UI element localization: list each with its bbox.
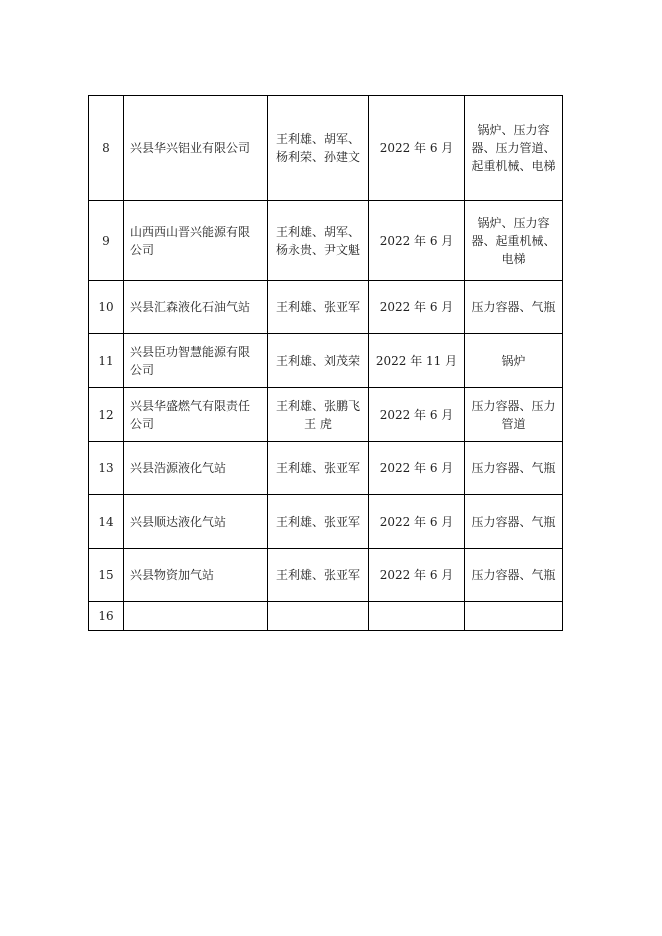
equipment-types: 锅炉、压力容器、压力管道、起重机械、电梯 bbox=[465, 96, 563, 201]
company-name: 山西西山晋兴能源有限公司 bbox=[124, 201, 268, 281]
inspection-date: 2022 年 6 月 bbox=[369, 281, 465, 334]
equipment-types: 压力容器、气瓶 bbox=[465, 281, 563, 334]
table-row bbox=[89, 334, 563, 388]
company-name: 兴县顺达液化气站 bbox=[124, 495, 268, 549]
inspection-date: 2022 年 6 月 bbox=[369, 96, 465, 201]
inspection-date: 2022 年 6 月 bbox=[369, 388, 465, 442]
row-number: 15 bbox=[89, 549, 124, 602]
inspection-date: 2022 年 11 月 bbox=[369, 334, 465, 388]
row-number: 16 bbox=[89, 602, 124, 631]
row-number: 8 bbox=[89, 96, 124, 201]
equipment-types bbox=[465, 602, 563, 631]
table-row bbox=[89, 201, 563, 281]
inspectors: 王利雄、胡军、杨利荣、孙建文 bbox=[268, 96, 369, 201]
table-row bbox=[89, 281, 563, 334]
equipment-types: 锅炉 bbox=[465, 334, 563, 388]
inspectors: 王利雄、张亚军 bbox=[268, 549, 369, 602]
company-name: 兴县汇森液化石油气站 bbox=[124, 281, 268, 334]
company-name: 兴县臣功智慧能源有限公司 bbox=[124, 334, 268, 388]
inspection-date: 2022 年 6 月 bbox=[369, 442, 465, 495]
company-name: 兴县浩源液化气站 bbox=[124, 442, 268, 495]
inspectors: 王利雄、张亚军 bbox=[268, 442, 369, 495]
row-number: 14 bbox=[89, 495, 124, 549]
table-row bbox=[89, 495, 563, 549]
inspectors: 王利雄、张鹏飞 王 虎 bbox=[268, 388, 369, 442]
row-number: 13 bbox=[89, 442, 124, 495]
table-row bbox=[89, 549, 563, 602]
inspection-date bbox=[369, 602, 465, 631]
row-number: 12 bbox=[89, 388, 124, 442]
table-row bbox=[89, 602, 563, 631]
inspection-date: 2022 年 6 月 bbox=[369, 495, 465, 549]
row-number: 11 bbox=[89, 334, 124, 388]
table-row bbox=[89, 96, 563, 201]
company-name bbox=[124, 602, 268, 631]
inspectors: 王利雄、刘茂荣 bbox=[268, 334, 369, 388]
inspection-table bbox=[88, 95, 563, 631]
inspectors: 王利雄、胡军、杨永贵、尹文魁 bbox=[268, 201, 369, 281]
inspectors: 王利雄、张亚军 bbox=[268, 495, 369, 549]
company-name: 兴县华兴铝业有限公司 bbox=[124, 96, 268, 201]
row-number: 10 bbox=[89, 281, 124, 334]
company-name: 兴县华盛燃气有限责任公司 bbox=[124, 388, 268, 442]
table-row bbox=[89, 388, 563, 442]
inspection-date: 2022 年 6 月 bbox=[369, 549, 465, 602]
equipment-types: 压力容器、气瓶 bbox=[465, 442, 563, 495]
company-name: 兴县物资加气站 bbox=[124, 549, 268, 602]
row-number: 9 bbox=[89, 201, 124, 281]
inspectors: 王利雄、张亚军 bbox=[268, 281, 369, 334]
equipment-types: 压力容器、压力管道 bbox=[465, 388, 563, 442]
inspectors bbox=[268, 602, 369, 631]
inspection-date: 2022 年 6 月 bbox=[369, 201, 465, 281]
equipment-types: 压力容器、气瓶 bbox=[465, 549, 563, 602]
equipment-types: 锅炉、压力容器、起重机械、电梯 bbox=[465, 201, 563, 281]
table-row bbox=[89, 442, 563, 495]
equipment-types: 压力容器、气瓶 bbox=[465, 495, 563, 549]
